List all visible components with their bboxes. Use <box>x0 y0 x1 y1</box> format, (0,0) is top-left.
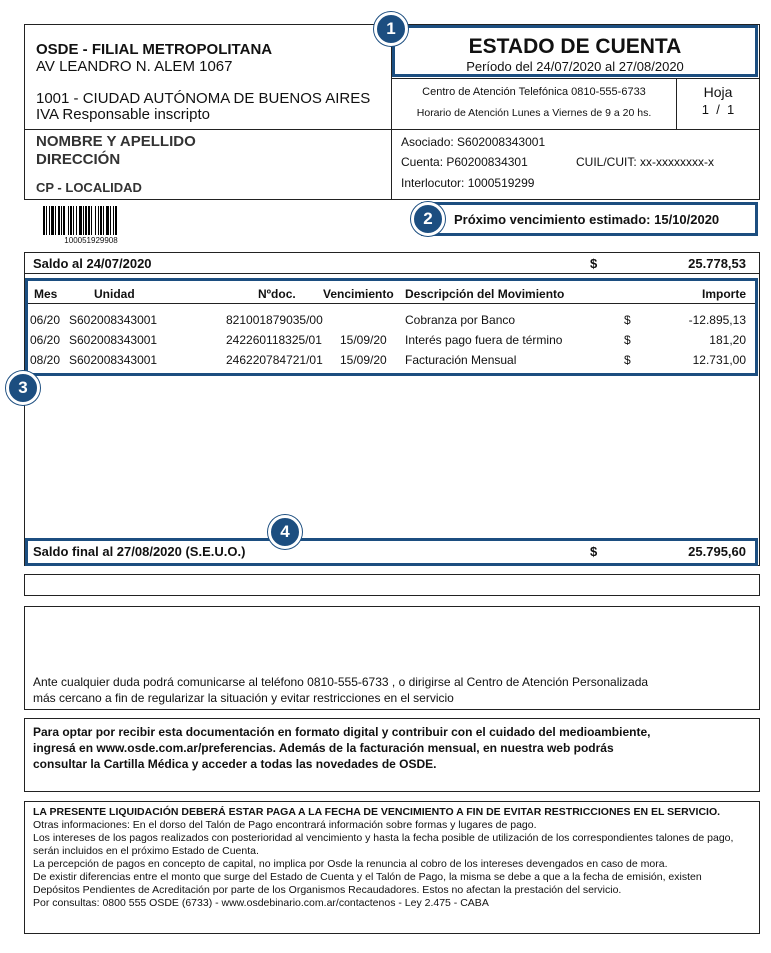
row-doc: 821001879035/00 <box>226 313 323 327</box>
company-address: AV LEANDRO N. ALEM 1067 <box>36 58 233 75</box>
column-header-mes: Mes <box>34 287 58 301</box>
client-name: NOMBRE Y APELLIDO <box>36 133 196 150</box>
row-doc: 242260118325/01 <box>226 333 322 347</box>
row-currency: $ <box>624 333 631 347</box>
company-name: OSDE - FILIAL METROPOLITANA <box>36 41 273 58</box>
legal-line: Depósitos Pendientes de Acreditación por parte de los Organismos Recaudadores. Estos no afectan la prestación del servicio. <box>33 884 622 896</box>
call-center-info: Centro de Atención Telefónica 0810-555-6733 <box>422 86 646 98</box>
attention-hours: Horario de Atención Lunes a Viernes de 9 a 20 hs. <box>416 107 652 119</box>
legal-line: serán incluidos en el próximo Estado de Cuenta. <box>33 845 259 857</box>
opening-balance-amount: 25.778,53 <box>688 256 746 271</box>
row-importe: 12.731,00 <box>692 353 746 367</box>
legal-heading: LA PRESENTE LIQUIDACIÓN DEBERÁ ESTAR PAGA A LA FECHA DE VENCIMIENTO A FIN DE EVITAR RESTRICCIONES EN EL SERVICIO. <box>33 806 721 818</box>
digital-note-line3: consultar la Cartilla Médica y acceder a todas las novedades de OSDE. <box>33 757 437 771</box>
page-label: Hoja <box>703 84 733 100</box>
digital-note-line2: ingresá en www.osde.com.ar/preferencias. Además de la facturación mensual, en nuestra web podrás <box>33 741 614 755</box>
row-mes: 06/20 <box>30 313 61 327</box>
empty-box <box>24 574 760 596</box>
table-row <box>0 333 771 349</box>
contact-note-line2: más cercano a fin de regularizar la situación y evitar restricciones en el servicio <box>33 691 454 705</box>
client-address: DIRECCIÓN <box>36 151 121 168</box>
row-desc: Facturación Mensual <box>405 353 517 367</box>
row-importe: -12.895,13 <box>688 313 746 327</box>
row-doc: 246220784721/01 <box>226 353 323 367</box>
account-number: Cuenta: P60200834301 <box>401 155 528 169</box>
interlocutor-number: Interlocutor: 1000519299 <box>401 176 535 190</box>
company-city: 1001 - CIUDAD AUTÓNOMA DE BUENOS AIRES <box>36 90 371 107</box>
column-header-importe: Importe <box>701 287 746 301</box>
legal-line: Los intereses de los pagos realizados con posterioridad al vencimiento y hasta la fecha posible de utilización de los correspondientes talones de pago, <box>33 832 734 844</box>
table-row <box>0 313 771 329</box>
row-currency: $ <box>624 353 631 367</box>
row-importe: 181,20 <box>709 333 746 347</box>
final-balance-label: Saldo final al 27/08/2020 (S.E.U.O.) <box>33 544 246 559</box>
final-balance-amount: 25.795,60 <box>688 544 746 559</box>
opening-balance-label: Saldo al 24/07/2020 <box>33 256 152 271</box>
row-desc: Interés pago fuera de término <box>405 333 563 347</box>
row-unidad: S602008343001 <box>69 313 158 327</box>
column-header-unidad: Unidad <box>94 287 135 301</box>
barcode-bar <box>117 206 118 235</box>
header-divider-horizontal <box>24 129 760 130</box>
statement-title: ESTADO DE CUENTA <box>468 35 682 58</box>
final-balance-currency: $ <box>590 544 598 559</box>
callout-badge-3: 3 <box>6 371 40 405</box>
contact-note-line1: Ante cualquier duda podrá comunicarse al teléfono 0810-555-6733 , o dirigirse al Centro de Atención Personalizada <box>33 675 649 689</box>
table-row <box>0 353 771 369</box>
row-mes: 08/20 <box>30 353 61 367</box>
column-header-vencimiento: Vencimiento <box>323 287 394 301</box>
row-unidad: S602008343001 <box>69 353 158 367</box>
barcode-number: 100051929908 <box>64 236 118 245</box>
digital-note-line1: Para optar por recibir esta documentación en formato digital y contribuir con el cuidado del medioambiente, <box>33 725 651 739</box>
legal-line: Otras informaciones: En el dorso del Talón de Pago encontrará información sobre formas y lugares de pago. <box>33 819 537 831</box>
statement-period: Período del 24/07/2020 al 27/08/2020 <box>466 59 684 74</box>
legal-line: Por consultas: 0800 555 OSDE (6733) - www.osdebinario.com.ar/contactenos - Ley 2.475 - CABA <box>33 897 489 909</box>
column-header-ndoc: Nºdoc. <box>258 287 296 301</box>
header-right-divider <box>391 78 760 79</box>
row-currency: $ <box>624 313 631 327</box>
associate-number: Asociado: S602008343001 <box>401 135 546 149</box>
next-due-date: Próximo vencimiento estimado: 15/10/2020 <box>454 212 720 227</box>
legal-line: De existir diferencias entre el monto que surge del Estado de Cuenta y el Talón de Pago, la misma se debe a que a la fecha de emisión, existen <box>33 871 702 883</box>
cuit-number: CUIL/CUIT: xx-xxxxxxxx-x <box>576 155 714 169</box>
row-mes: 06/20 <box>30 333 61 347</box>
row-desc: Cobranza por Banco <box>405 313 516 327</box>
callout-badge-1: 1 <box>374 12 408 46</box>
opening-balance-divider <box>24 273 760 274</box>
page-number: 1 / 1 <box>701 102 735 117</box>
callout-badge-2: 2 <box>411 202 445 236</box>
barcode <box>43 206 118 235</box>
column-header-descripcion: Descripción del Movimiento <box>405 287 565 301</box>
opening-balance-currency: $ <box>590 256 598 271</box>
row-venc: 15/09/20 <box>340 333 387 347</box>
company-tax-status: IVA Responsable inscripto <box>36 106 210 123</box>
callout-badge-4: 4 <box>268 515 302 549</box>
client-locality: CP - LOCALIDAD <box>36 180 142 195</box>
table-header-divider <box>28 303 755 304</box>
legal-line: La percepción de pagos en concepto de capital, no implica por Osde la renuncia al cobro de los intereses devengados en caso de mora. <box>33 858 668 870</box>
row-unidad: S602008343001 <box>69 333 158 347</box>
row-venc: 15/09/20 <box>340 353 387 367</box>
